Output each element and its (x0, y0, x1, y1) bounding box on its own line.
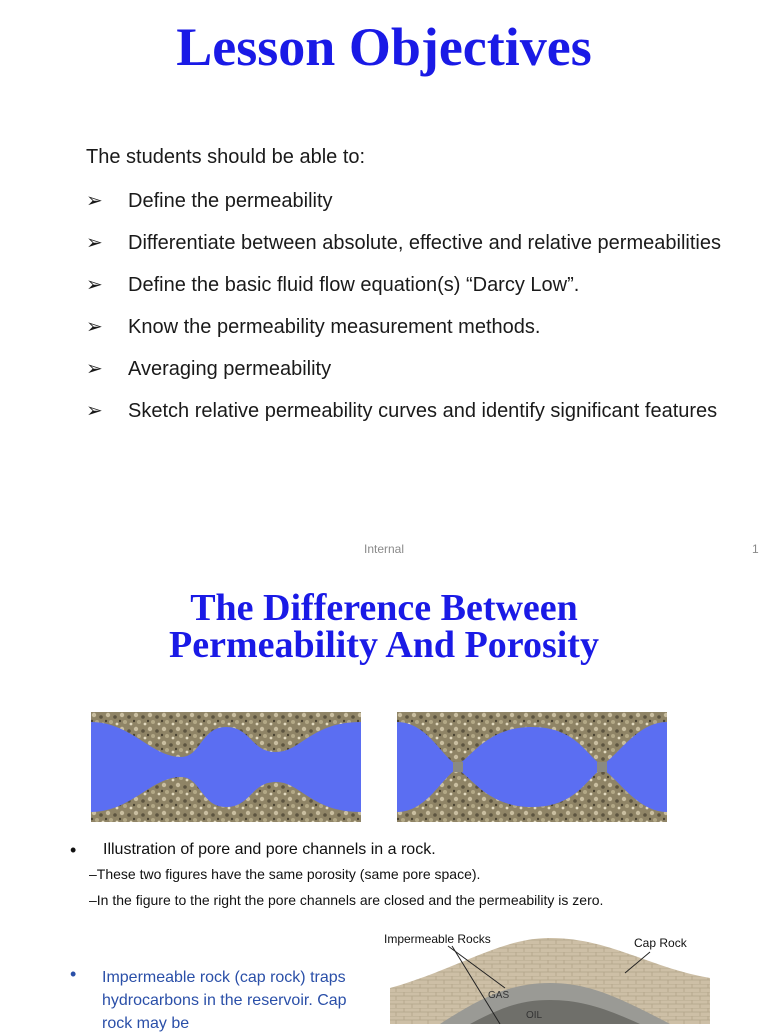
arrow-bullet-icon: ➢ (86, 400, 103, 422)
objective-item (86, 264, 726, 306)
objective-text: Differentiate between absolute, effective and relative permeabilities (128, 232, 721, 254)
objective-text: Averaging permeability (128, 358, 332, 380)
footer-label: Internal (363, 542, 405, 556)
objective-text: Sketch relative permeability curves and identify significant features (128, 400, 718, 422)
sub-point-permeability: –In the figure to the right the pore channels are closed and the permeability is zero. (89, 892, 604, 908)
illustration-caption: Illustration of pore and pore channels in a rock. (103, 841, 436, 858)
slide2-title-line2: Permeability And Porosity (169, 624, 599, 666)
cap-rock-label: Cap Rock (634, 936, 687, 950)
slide2-title (0, 587, 768, 666)
objective-item (86, 306, 726, 348)
arrow-bullet-icon: ➢ (86, 274, 103, 296)
objective-item (86, 390, 726, 432)
objectives-list (86, 180, 726, 432)
objective-text: Define the permeability (128, 190, 333, 212)
arrow-bullet-icon: ➢ (86, 232, 103, 254)
cap-rock-diagram (380, 928, 710, 1024)
pore-figure-open (91, 712, 361, 822)
oil-label: OIL (526, 1010, 543, 1021)
bullet-dot-icon: • (70, 840, 77, 860)
objective-text: Define the basic fluid flow equation(s) “Darcy Low”. (128, 274, 580, 296)
pore-figure-closed (397, 712, 667, 822)
arrow-bullet-icon: ➢ (86, 358, 103, 380)
objective-item (86, 222, 726, 264)
arrow-bullet-icon: ➢ (86, 190, 103, 212)
arrow-bullet-icon: ➢ (86, 316, 103, 338)
impermeable-rock-text: Impermeable rock (cap rock) traps hydrocarbons in the reservoir. Cap rock may be (102, 969, 347, 1032)
sub-point-porosity: –These two figures have the same porosity (same pore space). (89, 866, 481, 882)
objective-text: Know the permeability measurement methods. (128, 316, 541, 338)
slide2-title-line1: The Difference Between (190, 587, 578, 629)
page-number: 1 (752, 542, 759, 556)
gas-label: GAS (488, 990, 510, 1001)
objective-item (86, 348, 726, 390)
objective-item (86, 180, 726, 222)
bullet-dot-icon: • (70, 964, 77, 984)
intro-text: The students should be able to: (86, 146, 366, 168)
slide-title: Lesson Objectives (176, 17, 592, 77)
impermeable-rocks-label: Impermeable Rocks (384, 932, 491, 946)
